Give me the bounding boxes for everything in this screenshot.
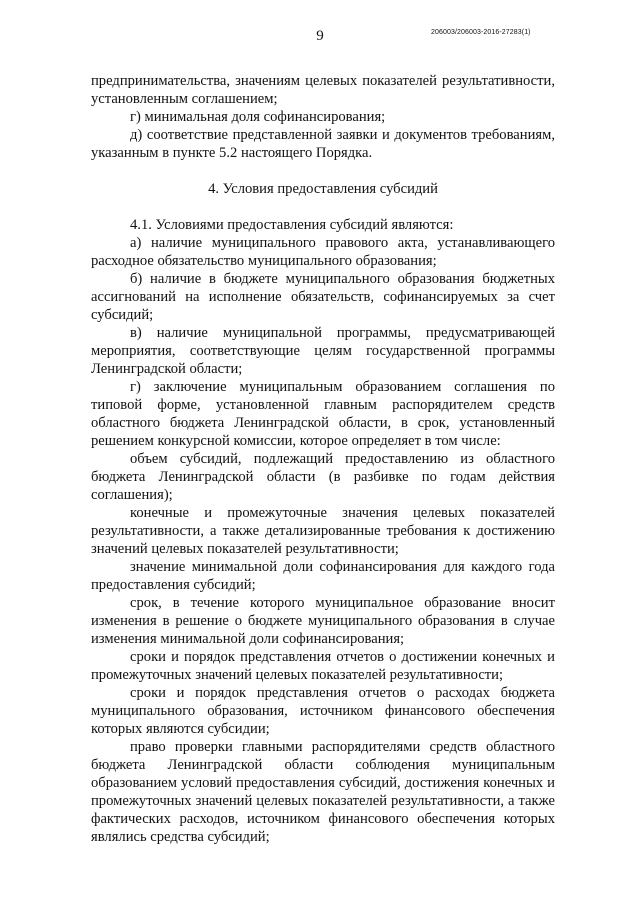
agreement-item-target-values: конечные и промежуточные значения целевых показателей результативности, а также детализированные требования к достижению значений целевых показателей результативности; [91,505,555,557]
agreement-item-expense-reports: сроки и порядок представления отчетов о расходах бюджета муниципального образования, источником финансового обеспечения которых являются субсидии; [91,685,555,737]
document-body [91,72,555,846]
agreement-item-audit-right: право проверки главными распорядителями средств областного бюджета Ленинградской области соблюдения муниципальным образованием условий предоставления субсидий, достижения конечных и промежуточных значений целевых показателей результативности, а также фактических расходов, источником финансового обеспечения которых являлись средства субсидий; [91,739,555,845]
paragraph-item-g: г) минимальная доля софинансирования; [130,109,386,125]
agreement-item-achievement-reports: сроки и порядок представления отчетов о достижении конечных и промежуточных значений целевых показателей результативности; [91,649,555,683]
paragraph-continuation: предпринимательства, значениям целевых показателей результативности, установленным соглашением; [91,73,555,107]
section-heading: 4. Условия предоставления субсидий [208,181,438,197]
condition-g: г) заключение муниципальным образованием соглашения по типовой форме, установленной главным распорядителем средств областного бюджета Ленинградской области, в срок, установленный решением конкурсной комиссии, которое определяет в том числе: [91,379,555,449]
document-id: 206003/206003-2016-27283(1) [431,29,531,36]
agreement-item-subsidy-volume: объем субсидий, подлежащий предоставлению из областного бюджета Ленинградской области (в разбивке по годам действия соглашения); [91,451,555,503]
paragraph-4-1: 4.1. Условиями предоставления субсидий являются: [130,217,454,233]
agreement-item-min-share: значение минимальной доли софинансирования для каждого года предоставления субсидий; [91,559,555,593]
page-number: 9 [316,28,324,44]
agreement-item-deadline: срок, в течение которого муниципальное образование вносит изменения в решение о бюджете муниципального образования в случае изменения минимальной доли софинансирования; [91,595,555,647]
condition-b: б) наличие в бюджете муниципального образования бюджетных ассигнований на исполнение обязательств, софинансируемых за счет субсидий; [91,271,555,323]
condition-v: в) наличие муниципальной программы, предусматривающей мероприятия, соответствующие целям государственной программы Ленинградской области; [91,325,555,377]
condition-a: а) наличие муниципального правового акта, устанавливающего расходное обязательство муниципального образования; [91,235,555,269]
paragraph-item-d: д) соответствие представленной заявки и документов требованиям, указанным в пункте 5.2 настоящего Порядка. [91,127,555,161]
